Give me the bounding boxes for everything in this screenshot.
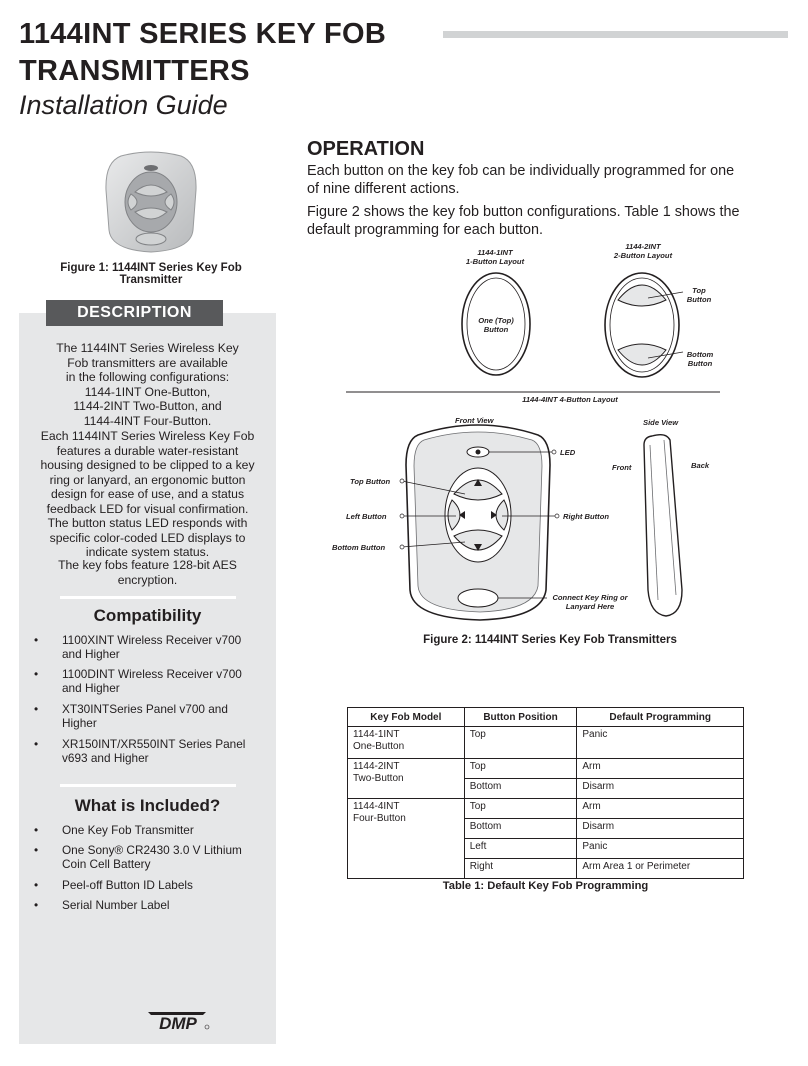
list-item: • 1100DINT Wireless Receiver v700 and Higher [34, 667, 242, 695]
key-fob-photo [101, 150, 201, 254]
one-button-title: 1144-1INT 1-Button Layout [465, 248, 525, 266]
table-row: Right Arm Area 1 or Perimeter [348, 859, 744, 879]
side-view-label: Side View [643, 418, 679, 427]
led-label: LED [560, 448, 576, 457]
list-item: • One Sony® CR2430 3.0 V Lithium Coin Cell Battery [34, 843, 242, 871]
table-row: Left Panic [348, 839, 744, 859]
programming-table [347, 707, 744, 879]
table-header-row: Key Fob Model Button Position Default Programming [348, 708, 744, 727]
list-item: • XR150INT/XR550INT Series Panel v693 and Higher [34, 737, 246, 765]
description-heading: DESCRIPTION [46, 300, 223, 326]
table-row: 1144-1INT One-Button Top Panic [348, 727, 744, 759]
operation-para-1: Each button on the key fob can be individually programmed for one of nine different actions. [307, 163, 735, 197]
bottom-button-callout: Bottom Button [332, 543, 386, 552]
header-rule [443, 31, 788, 38]
bottom-button-label: Bottom Button [686, 350, 714, 368]
title-line-1: 1144INT SERIES KEY FOB [19, 18, 387, 50]
table-row: 1144-2INT Two-Button Top Arm [348, 759, 744, 779]
table-row: 1144-4INT Four-Button Top Arm [348, 799, 744, 819]
divider [60, 596, 236, 599]
dmp-logo [146, 1007, 211, 1032]
title-line-2: TRANSMITTERS [19, 55, 250, 87]
table1-caption: Table 1: Default Key Fob Programming [442, 880, 649, 892]
top-button-label: Top Button [686, 286, 712, 304]
list-item: • 1100XINT Wireless Receiver v700 and Higher [34, 633, 242, 661]
list-item: • Peel-off Button ID Labels [34, 878, 193, 892]
one-button-label: One (Top) Button [478, 316, 514, 334]
left-button-callout: Left Button [346, 512, 387, 521]
list-item: • One Key Fob Transmitter [34, 823, 194, 837]
top-button-callout: Top Button [350, 477, 391, 486]
description-para-3: The key fobs feature 128-bit AES encryption. [58, 558, 237, 587]
description-para-2: Each 1144INT Series Wireless Key Fob features a durable water-resistant housing designed to be clipped to a key ring or lanyard, an ergonomic button design for ease of use, and a status feedback LED for visual confirmation. The button status LED responds with specific color-coded LED displays to indicate system status. [40, 429, 255, 559]
page-title [19, 16, 386, 90]
list-item: • XT30INTSeries Panel v700 and Higher [34, 702, 228, 730]
back-label: Back [691, 461, 710, 470]
side-view-fob [644, 435, 682, 616]
page-subtitle: Installation Guide [19, 90, 228, 120]
compatibility-heading: Compatibility [93, 606, 202, 625]
four-button-title: 1144-4INT 4-Button Layout [522, 395, 618, 404]
front-view-label: Front View [455, 416, 494, 425]
front-label: Front [612, 463, 632, 472]
lanyard-label: Connect Key Ring or Lanyard Here [552, 593, 628, 611]
list-item: • Serial Number Label [34, 898, 170, 912]
figure2-caption: Figure 2: 1144INT Series Key Fob Transmitters [423, 634, 677, 646]
description-para-1: The 1144INT Series Wireless Key Fob transmitters are available in the following configurations: 1144-1INT One-Button, 1144-2INT Two-Button, and 1144-4INT Four-Button. [56, 341, 239, 428]
table-row: Bottom Disarm [348, 819, 744, 839]
included-heading: What is Included? [74, 796, 221, 815]
figure1-caption: Figure 1: 1144INT Series Key Fob Transmitter [60, 262, 242, 286]
table-row: Bottom Disarm [348, 779, 744, 799]
right-button-callout: Right Button [563, 512, 609, 521]
operation-para-2: Figure 2 shows the key fob button configurations. Table 1 shows the default programming for each button. [307, 204, 740, 238]
two-button-title: 1144-2INT 2-Button Layout [613, 242, 673, 260]
divider [60, 784, 236, 787]
svg-text:DMP: DMP [159, 1014, 197, 1032]
operation-heading: OPERATION [307, 138, 425, 160]
